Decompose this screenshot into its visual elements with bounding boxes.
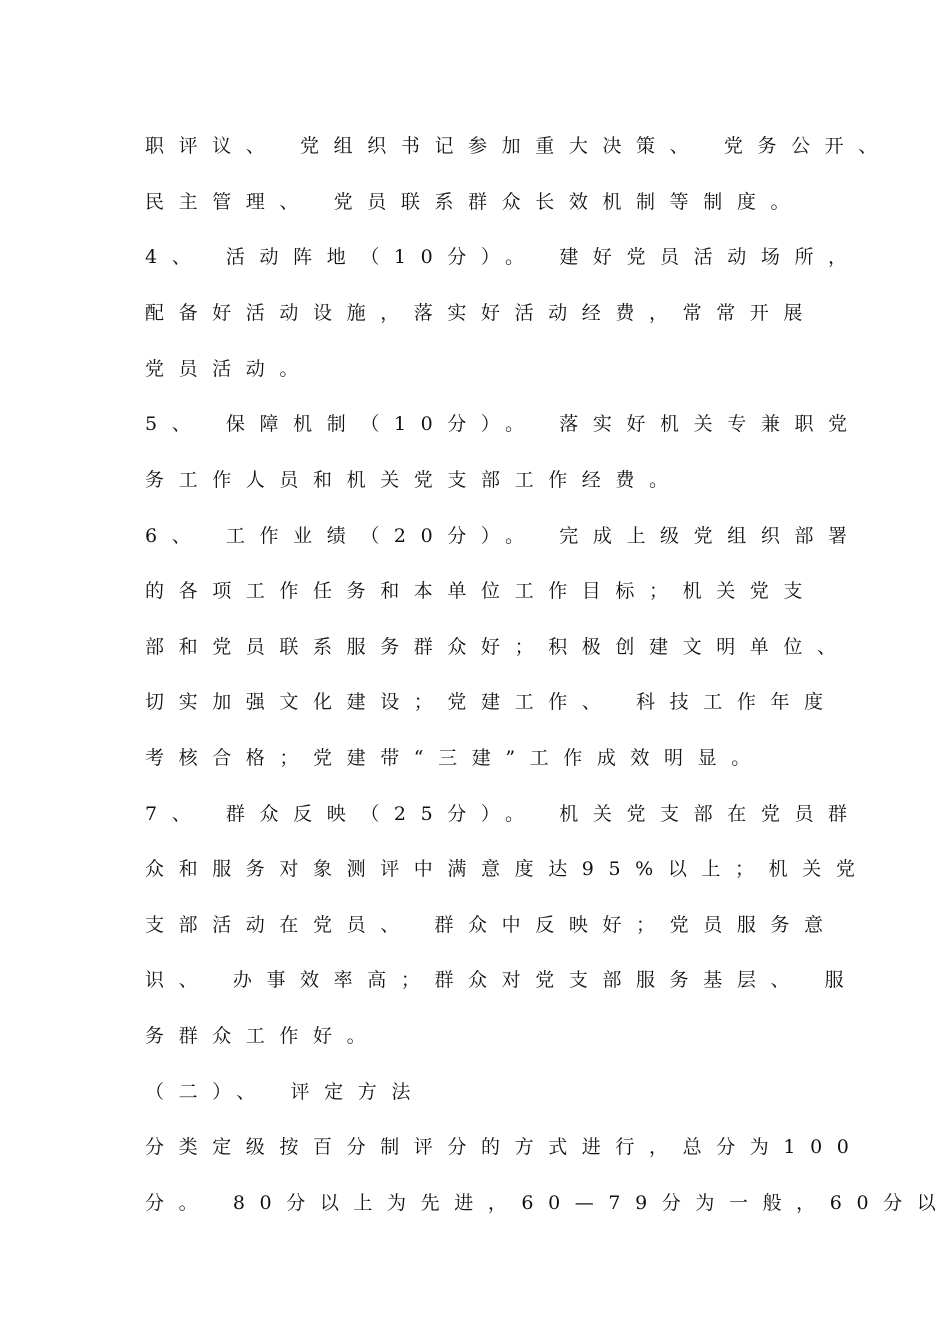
text-line: 6、 工作业绩（20分）。 完成上级党组织部署	[145, 525, 862, 547]
text-line: 部和党员联系服务群众好；积极创建文明单位、	[145, 636, 851, 658]
text-line: 民主管理、 党员联系群众长效机制等制度。	[145, 191, 805, 213]
text-line: 分。 80分以上为先进，60—79分为一般，60分以	[145, 1192, 950, 1214]
text-line: 5、 保障机制（10分）。 落实好机关专兼职党	[145, 413, 862, 435]
text-line: 的各项工作任务和本单位工作目标；机关党支	[145, 580, 818, 602]
text-line: 党员活动。	[145, 358, 314, 380]
text-line: 务群众工作好。	[145, 1025, 381, 1047]
text-line: 7、 群众反映（25分）。 机关党支部在党员群	[145, 803, 862, 825]
text-line: 职评议、 党组织书记参加重大决策、 党务公开、	[145, 135, 892, 157]
text-line: 切实加强文化建设；党建工作、 科技工作年度	[145, 691, 838, 713]
text-line: 识、 办事效率高；群众对党支部服务基层、 服	[145, 969, 859, 991]
text-line: 配备好活动设施，落实好活动经费，常常开展	[145, 302, 818, 324]
section-heading: （二）、 评定方法	[145, 1081, 425, 1103]
text-line: 考核合格；党建带“三建”工作成效明显。	[145, 747, 765, 769]
text-line: 务工作人员和机关党支部工作经费。	[145, 469, 683, 491]
text-line: 众和服务对象测评中满意度达95%以上；机关党	[145, 858, 870, 880]
text-line: 分类定级按百分制评分的方式进行，总分为100	[145, 1136, 864, 1158]
text-line: 4、 活动阵地（10分）。 建好党员活动场所，	[145, 246, 862, 268]
text-line: 支部活动在党员、 群众中反映好；党员服务意	[145, 914, 838, 936]
